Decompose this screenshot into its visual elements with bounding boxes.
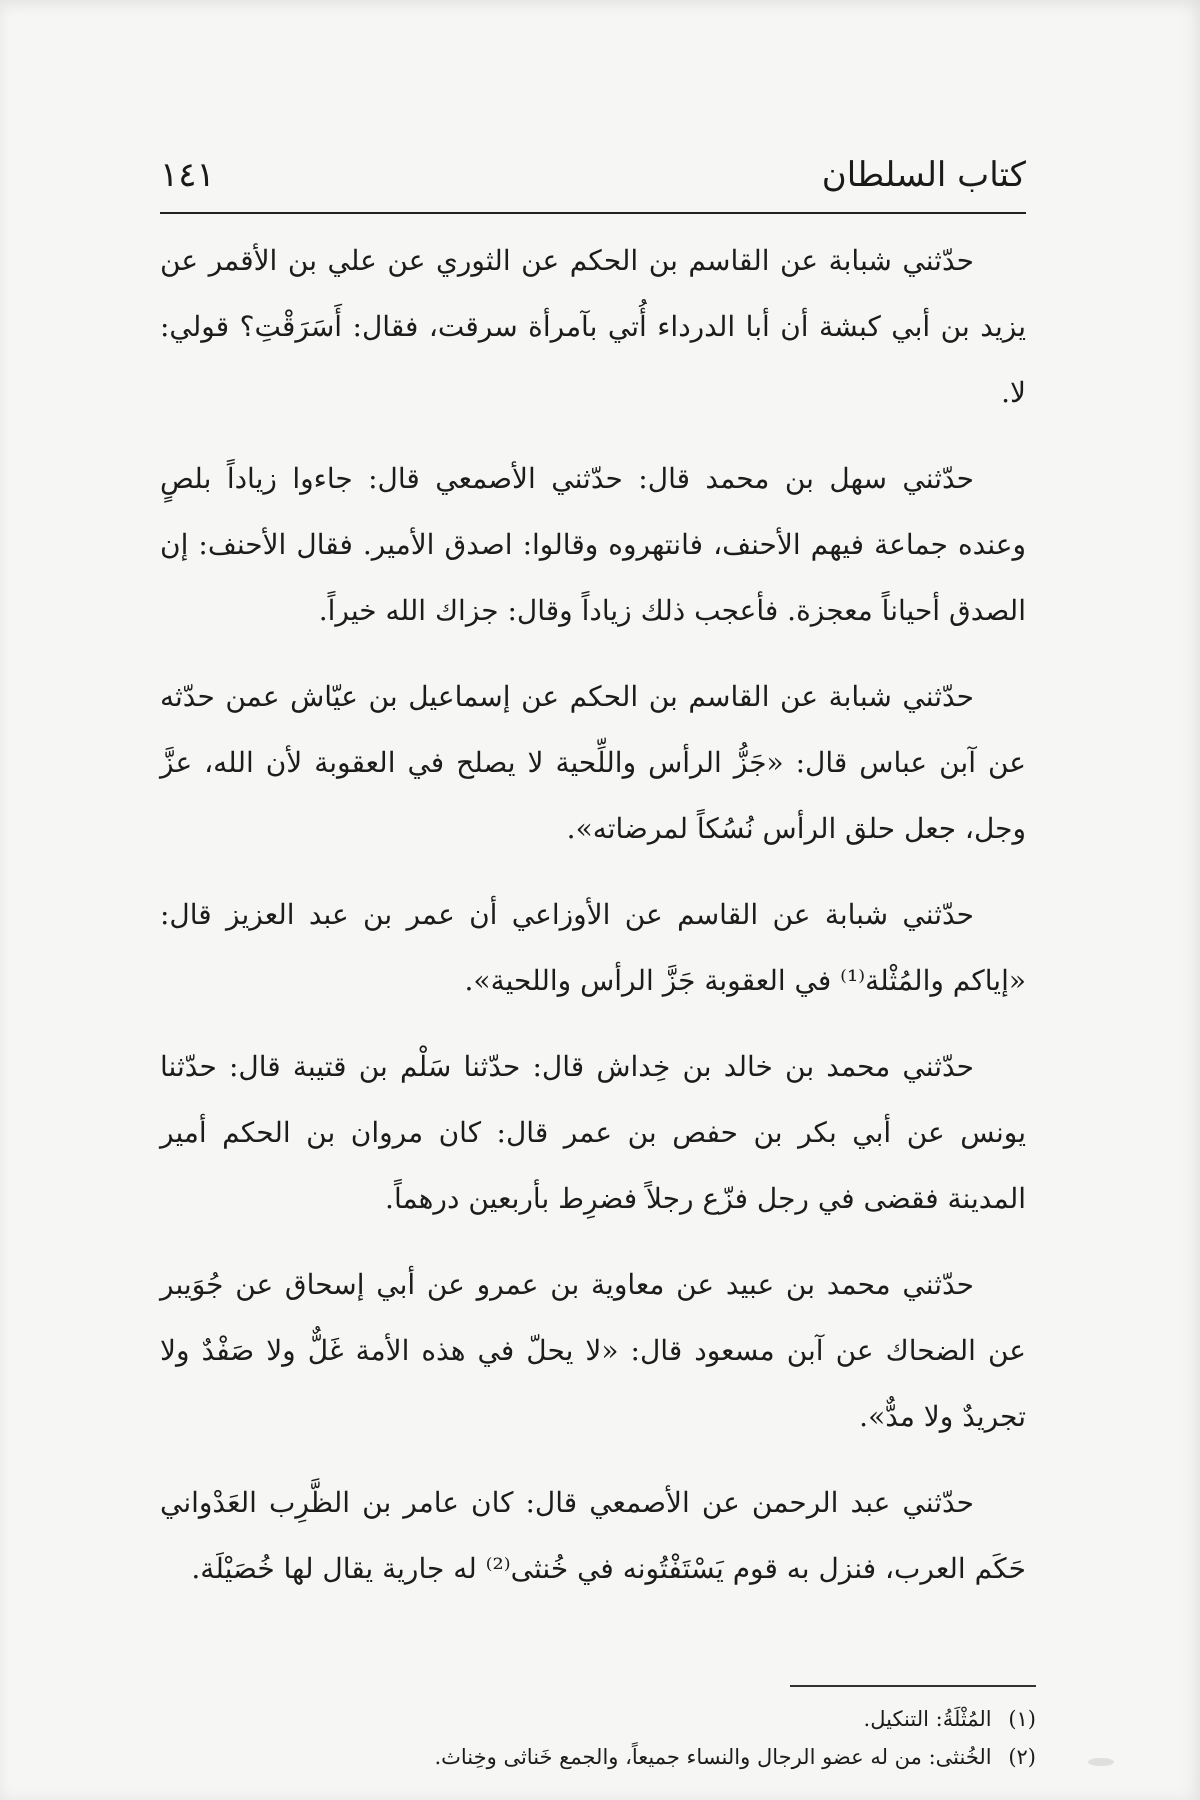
paragraph: حدّثني محمد بن خالد بن خِداش قال: حدّثنا سَلْم بن قتيبة قال: حدّثنا يونس عن أبي بكر بن حفص بن عمر قال: كان مروان بن الحكم أمير المدينة فقضى في رجل فزّع رجلاً فضرِط بأربعين درهماً.	[160, 1050, 1026, 1215]
main-text	[160, 228, 1026, 1622]
footnote-text: الخُنثى: من له عضو الرجال والنساء جميعاً، والجمع خَناثى وخِناث.	[434, 1745, 992, 1769]
paragraph: حدّثني محمد بن عبيد عن معاوية بن عمرو عن أبي إسحاق عن جُوَيبر عن الضحاك عن آبن مسعود قال: «لا يحلّ في هذه الأمة غَلٌّ ولا صَفْدٌ ولا تجريدٌ ولا مدٌّ».	[160, 1268, 1026, 1433]
page-header	[160, 150, 1026, 200]
paper-mark	[1088, 1758, 1114, 1766]
footnote-rule	[790, 1685, 1036, 1687]
footnote	[160, 1738, 1036, 1776]
footnotes	[160, 1700, 1036, 1776]
paragraph: حدّثني شبابة عن القاسم بن الحكم عن الثوري عن علي بن الأقمر عن يزيد بن أبي كبشة أن أبا الدرداء أُتي بآمرأة سرقت، فقال: أَسَرَقْتِ؟ قولي: لا.	[160, 244, 1026, 409]
footnote	[160, 1700, 1036, 1738]
header-rule	[160, 212, 1026, 214]
footnote-text: المُثْلَةُ: التنكيل.	[863, 1707, 992, 1731]
paragraph: حدّثني سهل بن محمد قال: حدّثني الأصمعي قال: جاءوا زياداً بلصٍ وعنده جماعة فيهم الأحنف، فانتهروه وقالوا: اصدق الأمير. فقال الأحنف: إن الصدق أحياناً معجزة. فأعجب ذلك زياداً وقال: جزاك الله خيراً.	[160, 462, 1026, 627]
footnote-number: (٢)	[1008, 1745, 1036, 1769]
footnote-number: (١)	[1008, 1707, 1036, 1731]
running-title: كتاب السلطان	[821, 155, 1026, 195]
page-number: ١٤١	[160, 155, 215, 195]
paragraph: حدّثني عبد الرحمن عن الأصمعي قال: كان عامر بن الظَّرِب العَدْواني حَكَم العرب، فنزل به قوم يَسْتَفْتُونه في خُنثى⁽²⁾ له جارية يقال لها خُصَيْلَة.	[160, 1486, 1026, 1585]
paragraph: حدّثني شبابة عن القاسم عن الأوزاعي أن عمر بن عبد العزيز قال: «إياكم والمُثْلة⁽¹⁾ في العقوبة جَزَّ الرأس واللحية».	[160, 898, 1026, 997]
paragraph: حدّثني شبابة عن القاسم بن الحكم عن إسماعيل بن عيّاش عمن حدّثه عن آبن عباس قال: «جَزُّ الرأس واللِّحية لا يصلح في العقوبة لأن الله، عزَّ وجل، جعل حلق الرأس نُسُكاً لمرضاته».	[160, 680, 1026, 845]
